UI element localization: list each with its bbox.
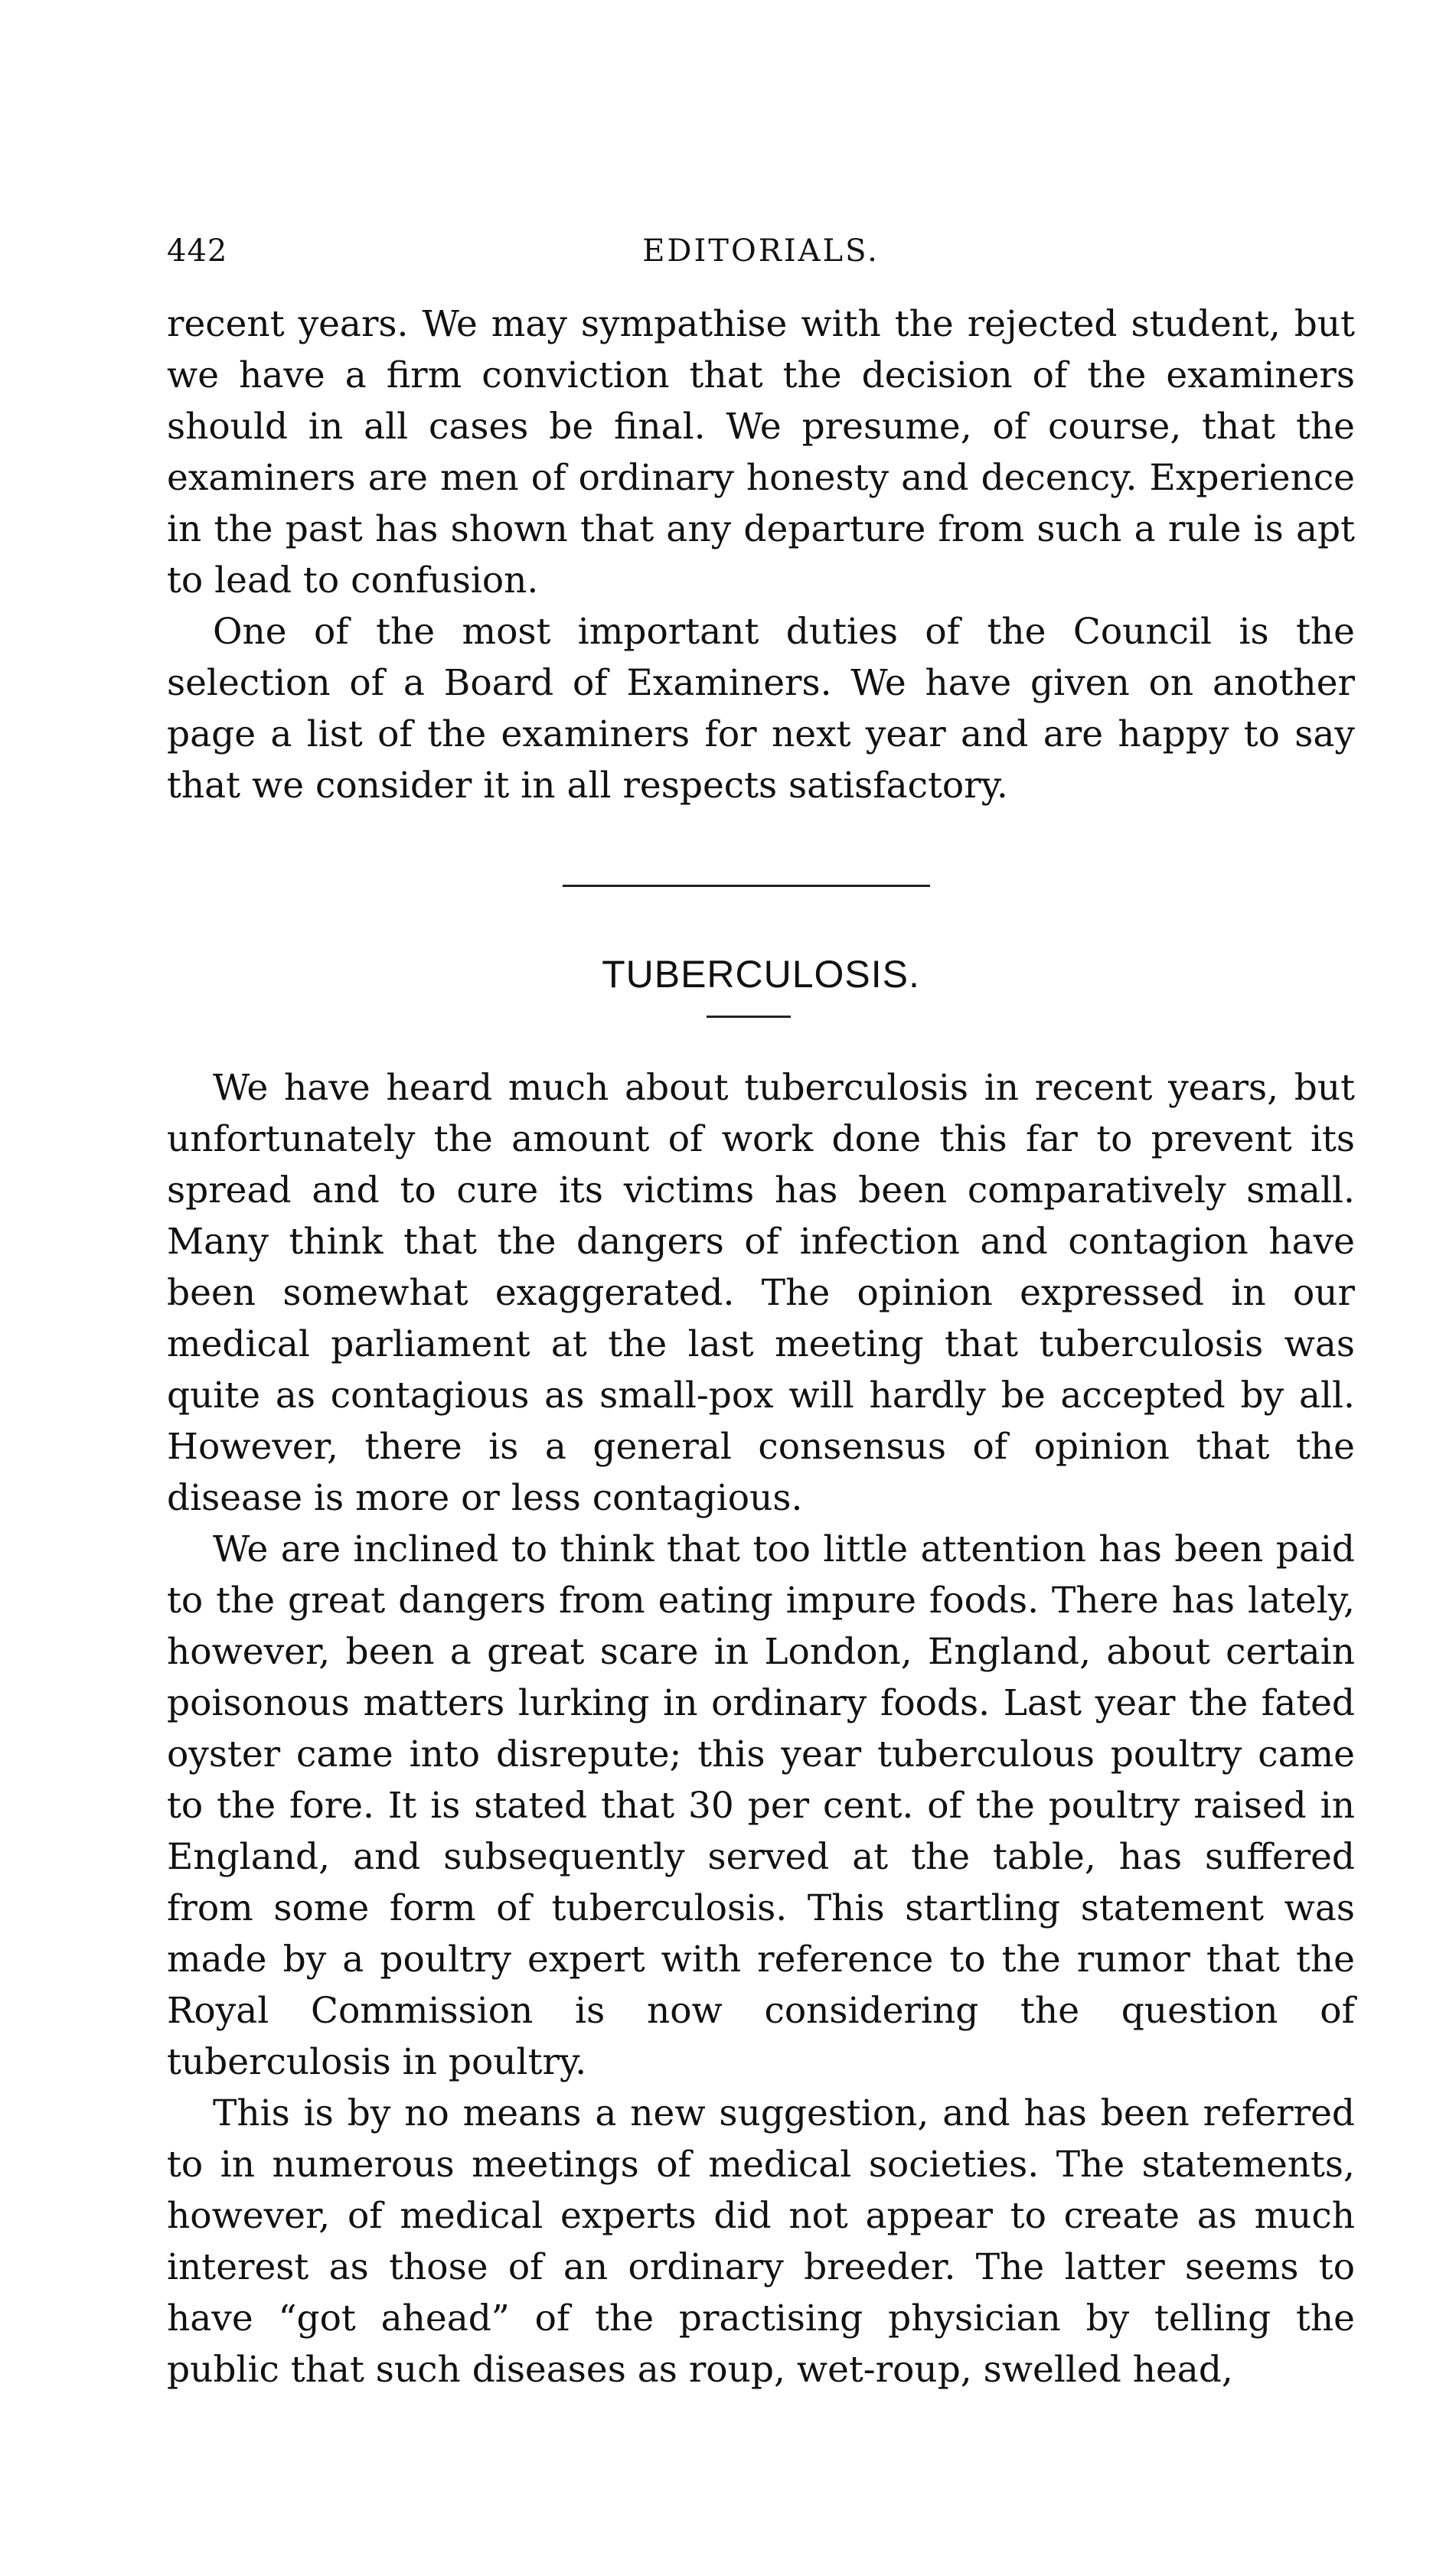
- paragraph-board-of-examiners: One of the most important duties of the Council is the selection of a Board of Examiners. We have given on another page a list of the examiners for next year and are happy to say that we consider it in all respects satisfactory.: [167, 611, 1355, 807]
- page-number: 442: [167, 233, 228, 269]
- running-head: [167, 233, 1355, 279]
- paragraph-intro: We have heard much about tuberculosis in recent years, but unfortunately the amount of work done this far to prevent its spread and to cure its victims has been comparatively small. Many think that the dangers of infection and contagion have been somewhat exaggerated. The opinion expressed in our medical parliament at the last meeting that tuberculosis was quite as contagious as small-pox will hardly be accepted by all. However, there is a general consensus of opinion that the disease is more or less contagious.: [167, 1067, 1355, 1519]
- section-heading: TUBERCULOSIS.: [602, 952, 920, 996]
- section-divider-rule: [563, 885, 930, 887]
- paragraph-new-suggestion: This is by no means a new suggestion, and has been referred to in numerous meetings of medical societies. The statements, however, of medical experts did not appear to create as much interest as those of an ordinary breeder. The latter seems to have “got ahead” of the practising physician by telling the public that such diseases as roup, wet-roup, swelled head,: [167, 2092, 1355, 2391]
- heading-underline-rule: [707, 1016, 791, 1018]
- paragraph-impure-foods: We are inclined to think that too little attention has been paid to the great dangers from eating impure foods. There has lately, however, been a great scare in London, England, about certain poisonous matters lurking in ordinary foods. Last year the fated oyster came into disrepute; this year tuberculous poultry came to the fore. It is stated that 30 per cent. of the poultry raised in England, and subsequently served at the table, has suffered from some form of tuberculosis. This startling statement was made by a poultry expert with reference to the rumor that the Royal Commission is now considering the question of tuberculosis in poultry.: [167, 1528, 1355, 2083]
- tuberculosis-article: [167, 1062, 1355, 2395]
- continued-editorial: [167, 298, 1355, 811]
- paragraph-continued: recent years. We may sympathise with the rejected student, but we have a firm conviction that the decision of the examiners should in all cases be final. We presume, of course, that the examiners are men of ordinary honesty and decency. Experience in the past has shown that any departure from such a rule is apt to lead to confusion.: [167, 303, 1355, 602]
- running-title: EDITORIALS.: [642, 233, 880, 269]
